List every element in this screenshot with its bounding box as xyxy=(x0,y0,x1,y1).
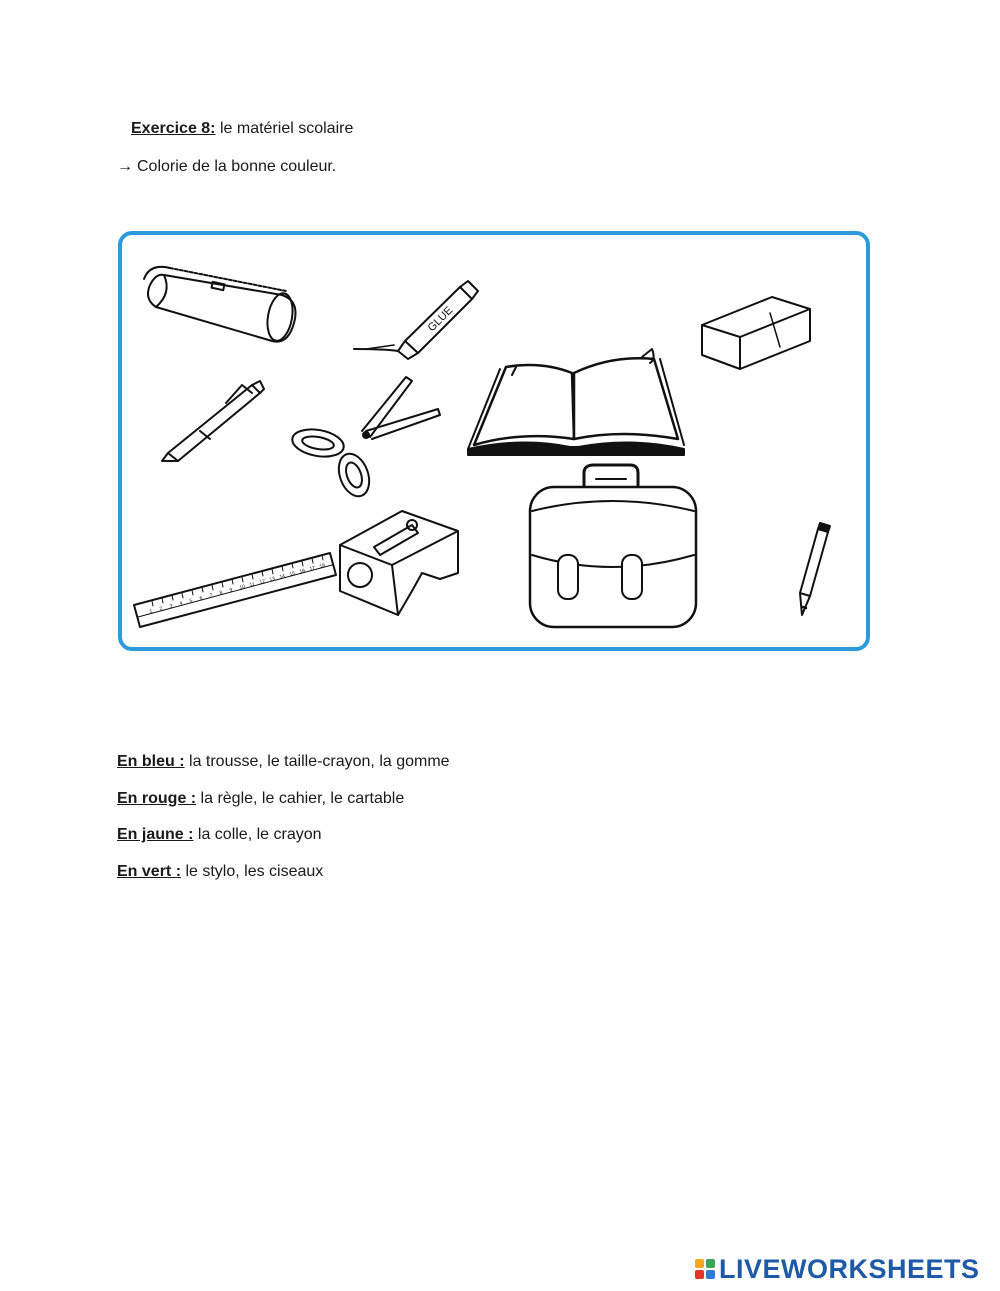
ruler-number: 16 xyxy=(298,567,306,576)
legend-label: En bleu : xyxy=(117,753,185,770)
logo-square xyxy=(695,1259,704,1268)
ruler-number: 12 xyxy=(258,578,266,586)
legend-text: la trousse, le taille-crayon, la gomme xyxy=(184,753,450,770)
instruction-text: Colorie de la bonne couleur. xyxy=(137,158,337,175)
pencil-sharpener-icon[interactable] xyxy=(340,511,458,615)
ruler-number: 2 xyxy=(158,605,164,613)
legend-label: En jaune : xyxy=(117,826,194,843)
ruler-icon[interactable] xyxy=(134,553,336,627)
ruler-number: 17 xyxy=(308,565,316,573)
ruler-number: 5 xyxy=(188,597,194,605)
ruler-number: 10 xyxy=(238,583,246,592)
exercise-title xyxy=(131,119,353,139)
logo-square xyxy=(706,1270,715,1279)
ruler-number: 14 xyxy=(278,573,286,581)
legend-line-red xyxy=(117,789,404,809)
logo-square xyxy=(695,1270,704,1279)
legend-label: En rouge : xyxy=(117,790,197,807)
glue-label: GLUE xyxy=(425,304,456,335)
exercise-topic: le matériel scolaire xyxy=(215,120,354,137)
schoolbag-icon[interactable] xyxy=(530,465,696,627)
brand-name: LIVEWORKSHEETS xyxy=(719,1253,980,1284)
ruler-number: 7 xyxy=(208,592,214,600)
pencil-icon[interactable] xyxy=(800,523,830,615)
ruler-number: 3 xyxy=(168,603,174,610)
exercise-label: Exercice 8: xyxy=(131,120,216,137)
legend-line-blue xyxy=(117,752,450,772)
ruler-number: 18 xyxy=(318,562,326,570)
ruler-number: 13 xyxy=(268,575,276,584)
ruler-number: 1 xyxy=(148,608,154,615)
logo-squares-icon xyxy=(695,1259,715,1279)
logo-square xyxy=(706,1259,715,1268)
glue-tube-icon[interactable] xyxy=(354,281,478,359)
ruler-number: 8 xyxy=(218,589,224,597)
legend-line-green xyxy=(117,862,323,882)
legend-text: la colle, le crayon xyxy=(193,826,322,843)
instruction xyxy=(117,157,336,177)
ruler-number: 9 xyxy=(228,587,234,594)
scissors-icon[interactable] xyxy=(290,377,440,500)
eraser-icon[interactable] xyxy=(702,297,810,369)
liveworksheets-logo[interactable] xyxy=(695,1255,980,1283)
illustration-frame xyxy=(118,231,870,651)
legend-text: la règle, le cahier, le cartable xyxy=(196,790,405,807)
legend-label: En vert : xyxy=(117,863,182,880)
ruler-number: 15 xyxy=(288,570,296,578)
ruler-number: 11 xyxy=(248,581,256,589)
pencil-case-icon[interactable] xyxy=(144,267,296,343)
legend-line-yellow xyxy=(117,825,322,845)
pen-icon[interactable] xyxy=(162,381,264,461)
ruler-number: 6 xyxy=(198,595,204,602)
legend-text: le stylo, les ciseaux xyxy=(181,863,324,880)
ruler-number: 4 xyxy=(178,600,184,607)
book-icon[interactable] xyxy=(468,349,684,455)
arrow-right-icon: → xyxy=(117,158,133,175)
